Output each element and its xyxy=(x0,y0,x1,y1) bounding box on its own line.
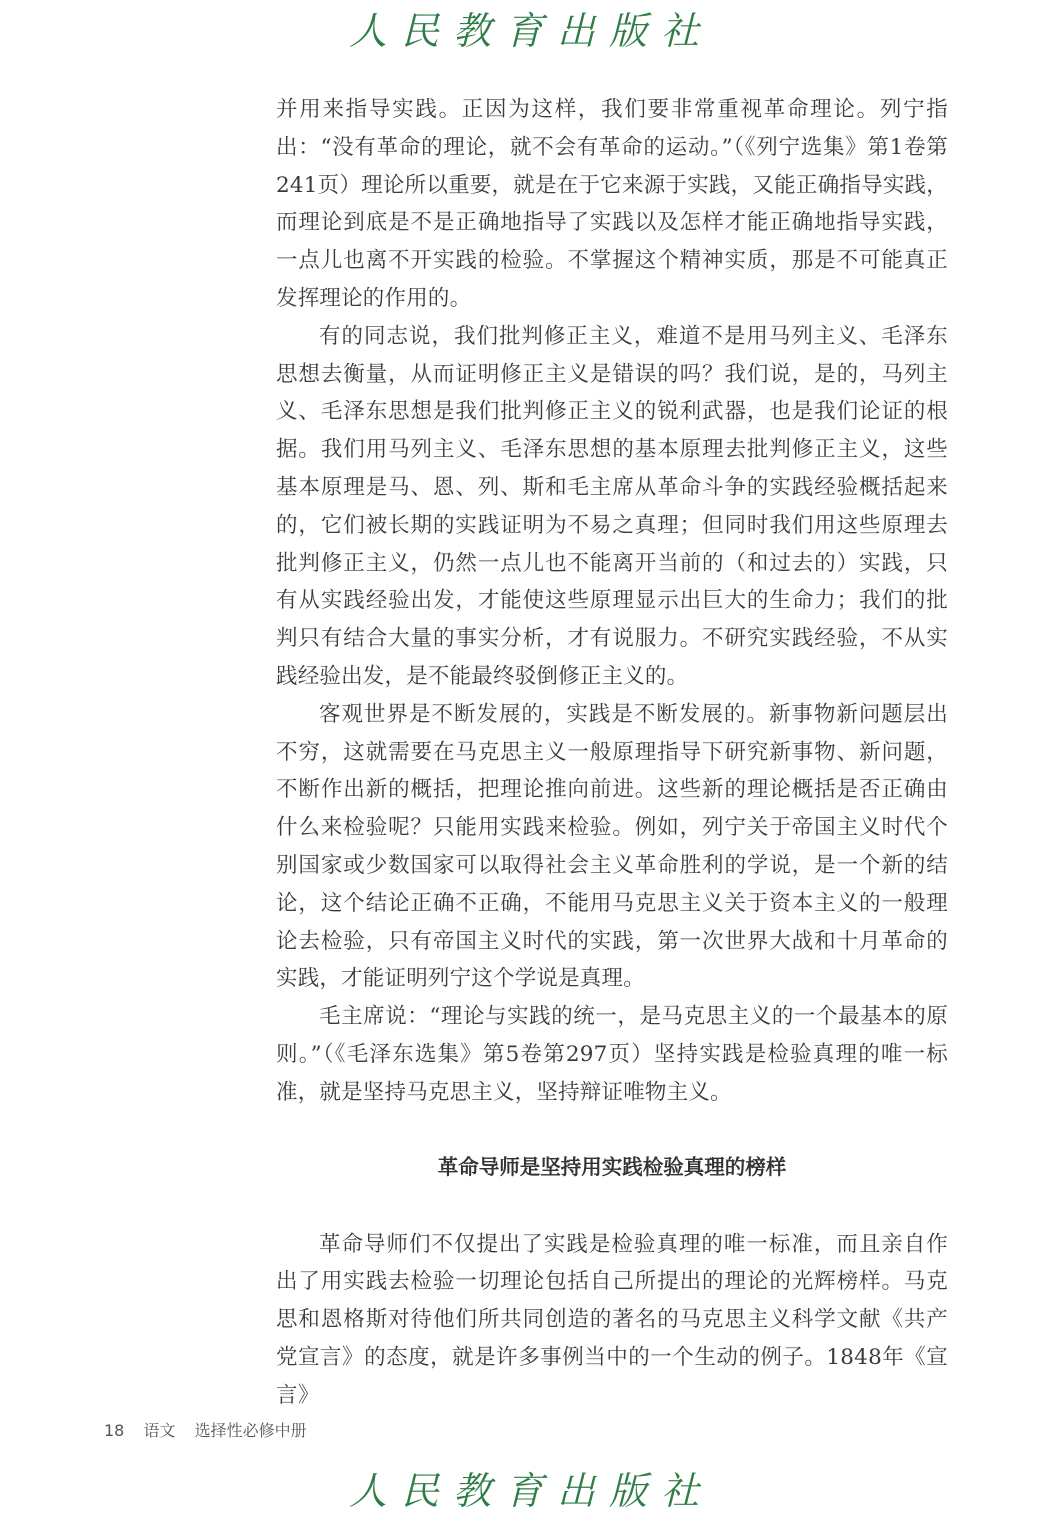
paragraph-3: 客观世界是不断发展的，实践是不断发展的。新事物新问题层出不穷，这就需要在马克思主义一般原理指导下研究新事物、新问题，不断作出新的概括，把理论推向前进。这些新的理论概括是否正确由什么来检验呢？只能用实践来检验。例如，列宁关于帝国主义时代个别国家或少数国家可以取得社会主义革命胜利的学说，是一个新的结论，这个结论正确不正确，不能用马克思主义关于资本主义的一般理论去检验，只有帝国主义时代的实践，第一次世界大战和十月革命的实践，才能证明列宁这个学说是真理。 xyxy=(276,701,948,992)
publisher-logo-top: 人民教育出版社 xyxy=(348,9,713,53)
section-heading: 革命导师是坚持用实践检验真理的榜样 xyxy=(437,1154,787,1179)
body-text xyxy=(276,91,948,1415)
section-paragraph: 革命导师们不仅提出了实践是检验真理的唯一标准，而且亲自作出了用实践去检验一切理论包括自己所提出的理论的光辉榜样。马克思和恩格斯对待他们所共同创造的著名的马克思主义科学文献《共产党宣言》的态度，就是许多事例当中的一个生动的例子。1848年《宣言》 xyxy=(276,1231,948,1408)
paragraph-4: 毛主席说：“理论与实践的统一，是马克思主义的一个最基本的原则。”（《毛泽东选集》第5卷第297页）坚持实践是检验真理的唯一标准，就是坚持马克思主义，坚持辩证唯物主义。 xyxy=(276,1004,948,1105)
footer-subject: 语文 xyxy=(143,1421,176,1440)
page-footer xyxy=(104,1418,321,1441)
paragraph-1: 并用来指导实践。正因为这样，我们要非常重视革命理论。列宁指出：“没有革命的理论，就不会有革命的运动。”（《列宁选集》第1卷第241页）理论所以重要，就是在于它来源于实践，又能正确指导实践，而理论到底是不是正确地指导了实践以及怎样才能正确地指导实践，一点儿也离不开实践的检验。不掌握这个精神实质，那是不可能真正发挥理论的作用的。 xyxy=(276,97,948,311)
paragraph-2: 有的同志说，我们批判修正主义，难道不是用马列主义、毛泽东思想去衡量，从而证明修正主义是错误的吗？我们说，是的，马列主义、毛泽东思想是我们批判修正主义的锐利武器，也是我们论证的根据。我们用马列主义、毛泽东思想的基本原理去批判修正主义，这些基本原理是马、恩、列、斯和毛主席从革命斗争的实践经验概括起来的，它们被长期的实践证明为不易之真理；但同时我们用这些原理去批判修正主义，仍然一点儿也不能离开当前的（和过去的）实践，只有从实践经验出发，才能使这些原理显示出巨大的生命力；我们的批判只有结合大量的事实分析，才有说服力。不研究实践经验，不从实践经验出发，是不能最终驳倒修正主义的。 xyxy=(276,323,948,689)
footer-book: 选择性必修中册 xyxy=(194,1421,307,1440)
publisher-logo-bottom: 人民教育出版社 xyxy=(348,1469,713,1513)
page-number: 18 xyxy=(104,1421,125,1440)
